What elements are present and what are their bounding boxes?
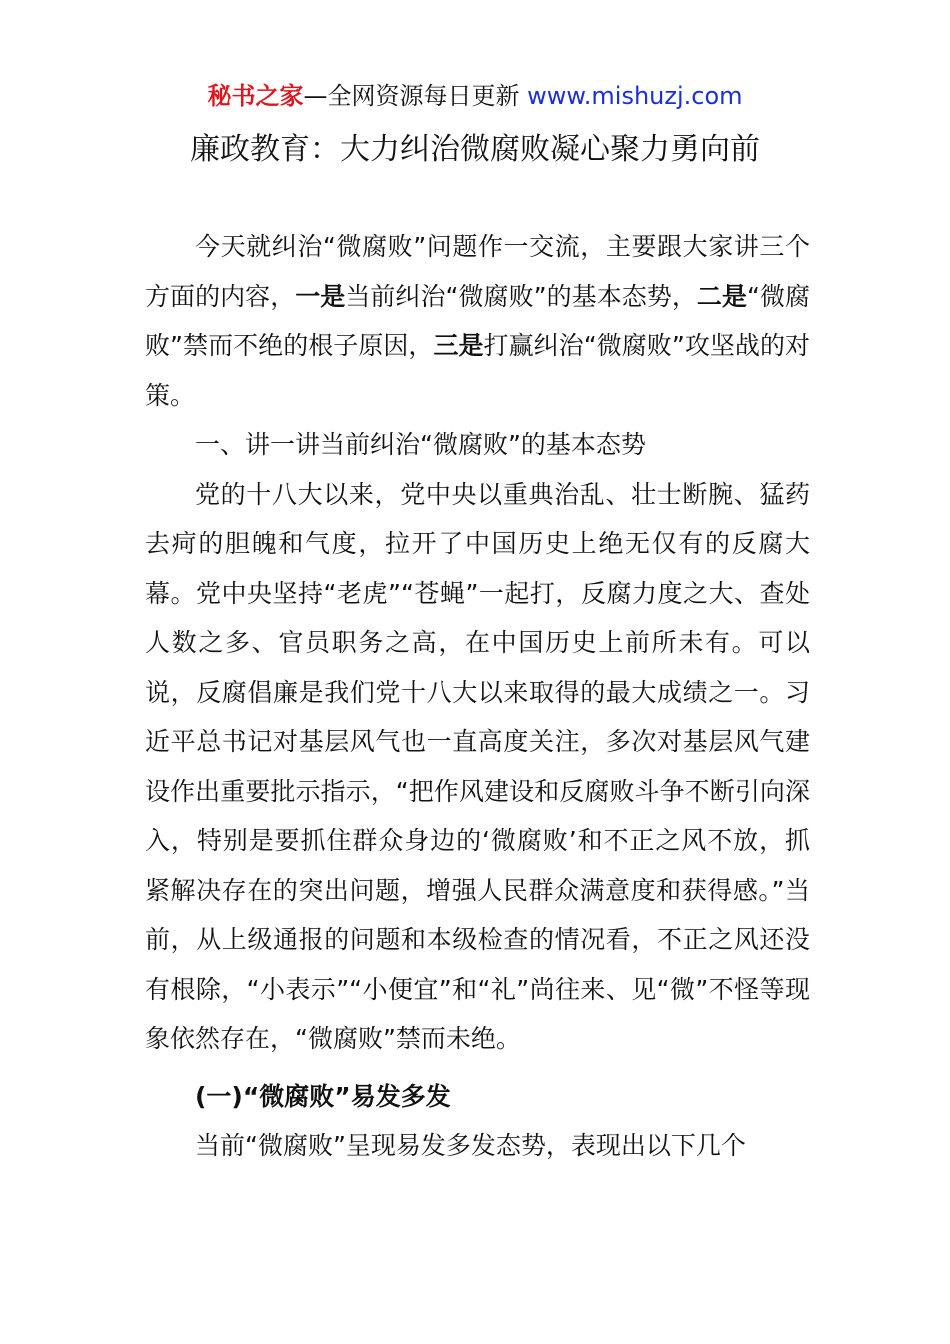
subsection-1-heading: (一)“微腐败”易发多发 <box>195 1081 451 1111</box>
intro-paragraph <box>145 222 810 420</box>
intro-bold-1: 一是 <box>295 281 346 311</box>
section-1-paragraph: 党的十八大以来，党中央以重典治乱、壮士断腕、猛药去疴的胆魄和气度，拉开了中国历史上绝无仅有的反腐大幕。党中央坚持“老虎”“苍蝇”一起打，反腐力度之大、查处人数之多、官员职务之高，在中国历史上前所未有。可以说，反腐倡廉是我们党十八大以来取得的最大成绩之一。习近平总书记对基层风气也一直高度关注，多次对基层风气建设作出重要批示指示，“把作风建设和反腐败斗争不断引向深入，特别是要抓住群众身边的‘微腐败’和不正之风不放，抓紧解决存在的突出问题，增强人民群众满意度和获得感。”当前，从上级通报的问题和本级检查的情况看，不正之风还没有根除，“小表示”“小便宜”和“礼”尚往来、见“微”不怪等现象依然存在，“微腐败”禁而未绝。 <box>145 479 810 1053</box>
site-header <box>0 80 950 112</box>
intro-text-4: 打赢纠治“微腐败”攻坚战的对策。 <box>145 331 810 410</box>
document-body <box>145 222 810 1171</box>
brand-name: 秘书之家 <box>207 82 304 110</box>
intro-text-1: 今天就纠治“微腐败”问题作一交流，主要跟大家讲三个方面的内容， <box>145 232 810 311</box>
document-title: 廉政教育：大力纠治微腐败凝心聚力勇向前 <box>190 132 760 167</box>
intro-text-3: “微腐败”禁而不绝的根子原因， <box>145 281 810 360</box>
header-tagline: —全网资源每日更新 <box>303 82 528 110</box>
subsection-1-paragraph: 当前“微腐败”呈现易发多发态势，表现出以下几个 <box>195 1131 746 1160</box>
section-1-heading: 一、讲一讲当前纠治“微腐败”的基本态势 <box>195 430 646 459</box>
intro-bold-3: 三是 <box>433 331 484 360</box>
site-url-link[interactable]: www.mishuzj.com <box>527 82 743 110</box>
intro-bold-2: 二是 <box>696 281 747 311</box>
intro-text-2: 当前纠治“微腐败”的基本态势， <box>345 281 697 311</box>
